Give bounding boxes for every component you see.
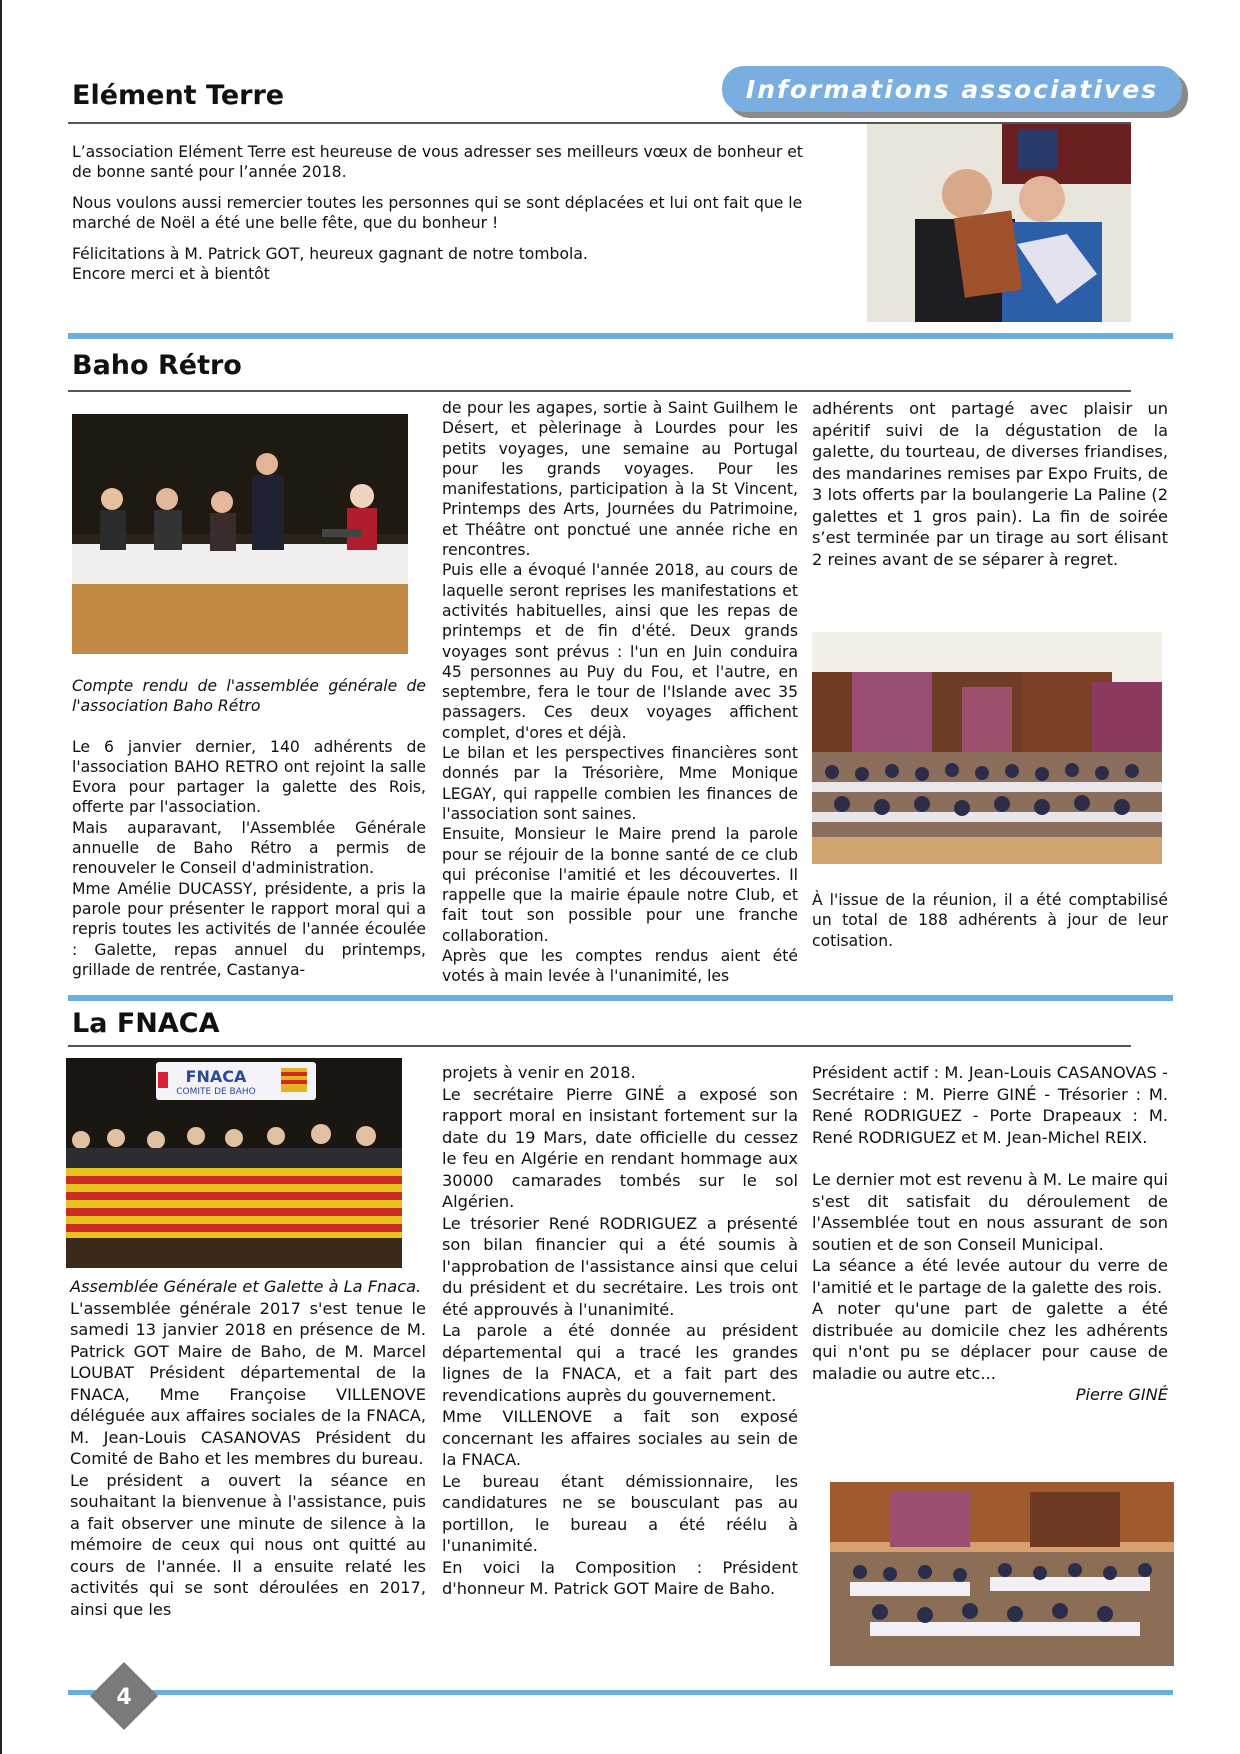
paragraph: L’association Elément Terre est heureuse de vous adresser ses meilleurs vœux de bonheur et de bonne santé pour l’année 2018. — [72, 143, 803, 181]
paragraph: Ensuite, Monsieur le Maire prend la parole pour se réjouir de la bonne santé de ce club qui préconise l'amitié et les découvertes. Il rappelle que la mairie épaule notre Club, et fait tout son possible pour une franche collaboration. — [442, 825, 798, 945]
baho-retro-column-2 — [442, 398, 798, 987]
paragraph: Félicitations à M. Patrick GOT, heureux gagnant de notre tombola. — [72, 245, 588, 263]
paragraph: Le dernier mot est revenu à M. Le maire qui s'est dit satisfait du déroulement de l'Assemblée tout en nous assurant de son soutien et de son Conseil Municipal. — [812, 1170, 1168, 1254]
paragraph: Nous voulons aussi remercier toutes les personnes qui se sont déplacées et lui ont fait que le marché de Noël a été une belle fête, que du bonheur ! — [72, 194, 803, 232]
element-terre-text — [72, 142, 814, 295]
signature: Pierre GINÉ — [1075, 1385, 1168, 1404]
paragraph: de pour les agapes, sortie à Saint Guilhem le Désert, et pèlerinage à Lourdes pour les petits voyages, une semaine au Portugal pour les grands voyages. Pour les manifestations, participation à la St Vincent, Printemps des Arts, Journées du Patrimoine, et Théâtre ont ponctué une année riche en rencontres. — [442, 399, 798, 560]
paragraph: Le secrétaire Pierre GINÉ a exposé son rapport moral en insistant fortement sur la date du 19 Mars, date officielle du cessez le feu en Algérie en rendant hommage aux 30000 camarades tombés sur le sol Algérien. — [442, 1084, 798, 1211]
paragraph: Le président a ouvert la séance en souhaitant la bienvenue à l'assistance, puis a fait observer une minute de silence à la mémoire de ceux qui nous ont quitté au cours de l'année. Il a ensuite relaté les activités qui se sont déroulées en 2017, ainsi que les — [70, 1470, 426, 1619]
banner-comite-de-baho: COMITE DE BAHO — [176, 1087, 256, 1097]
paragraph: Mme Amélie DUCASSY, présidente, a pris la parole pour présenter le rapport moral qui a repris toutes les activités de l'année écoulée : Galette, repas annuel du printemps, grillade de rentrée, Castanya- — [72, 879, 426, 979]
paragraph: Le 6 janvier dernier, 140 adhérents de l'association BAHO RETRO ont rejoint la salle Evora pour partager la galette des Rois, offerte par l'association. — [72, 737, 426, 817]
banner-fnaca: FNACA — [185, 1067, 247, 1086]
paragraph: Puis elle a évoqué l'année 2018, au cours de laquelle seront reprises les manifestations et activités habituelles, ainsi que les repas de printemps et de fin d'été. Deux grands voyages sont prévus : l'un en Juin conduira 45 personnes au Puy du Fou, et l'autre, en septembre, fera le tour de l'Islande avec 35 passagers. Ces deux voyages affichent complet, d'ores et déjà. — [442, 561, 798, 742]
paragraph: Le bilan et les perspectives financières sont donnés par la Trésorière, Mme Monique LEGAY, qui rappelle combien les finances de l'association sont saines. — [442, 744, 798, 823]
photo-baho-retro-assembly — [72, 414, 408, 654]
photo-baho-retro-hall — [812, 632, 1162, 864]
paragraph: Encore merci et à bientôt — [72, 265, 270, 283]
page-left-border — [0, 0, 2, 1754]
page-number: 4 — [116, 1685, 132, 1710]
paragraph: Le bureau étant démissionnaire, les candidatures ne se bousculant pas au portillon, le bureau a été réélu à l'unanimité. — [442, 1471, 798, 1555]
page-number-badge — [88, 1660, 160, 1732]
footer-rule — [68, 1690, 1173, 1695]
baho-retro-column-3-after-photo — [812, 890, 1168, 951]
section-title-baho-retro: Baho Rétro — [72, 350, 242, 381]
fnaca-column-2 — [442, 1062, 798, 1600]
section-title-fnaca: La FNACA — [72, 1008, 220, 1039]
photo-fnaca-assembly — [66, 1058, 402, 1268]
section-divider — [68, 995, 1173, 1001]
paragraph: En voici la Composition : Président d'honneur M. Patrick GOT Maire de Baho. — [442, 1557, 798, 1598]
section-divider — [68, 333, 1173, 339]
paragraph: adhérents ont partagé avec plaisir un apéritif suivi de la dégustation de la galette, du tourteau, de diverses friandises, des mandarines remises par Expo Fruits, de 3 lots offerts par la boulangerie La Paline (2 galettes et 1 gros pain). La fin de soirée s’est terminée par un tirage au sort élisant 2 reines avant de se séparer à regret. — [812, 399, 1168, 569]
paragraph: projets à venir en 2018. — [442, 1063, 636, 1082]
paragraph: La parole a été donnée au président départemental qui a tracé les grandes lignes de la FNACA, et a fait part des revendications auprès du gouvernement. — [442, 1321, 798, 1405]
paragraph: Après que les comptes rendus aient été votés à main levée à l'unanimité, les — [442, 947, 798, 986]
section-rule — [68, 390, 1131, 392]
fnaca-column-3 — [812, 1062, 1168, 1406]
header-tab — [722, 66, 1182, 112]
paragraph: A noter qu'une part de galette a été distribuée au domicile chez les adhérents qui n'ont pu se déplacer pour cause de maladie ou autre etc... — [812, 1299, 1168, 1383]
paragraph: La séance a été levée autour du verre de l'amitié et le partage de la galette des rois. — [812, 1256, 1168, 1297]
photo-element-terre-winners — [867, 124, 1131, 322]
baho-retro-column-3 — [812, 398, 1168, 570]
fnaca-column-1 — [70, 1276, 426, 1620]
photo-caption: Compte rendu de l'assemblée générale de l'association Baho Rétro — [72, 677, 426, 716]
baho-retro-column-1 — [72, 676, 426, 980]
paragraph: Le trésorier René RODRIGUEZ a présenté son bilan financier qui a été soumis à l'approbation de l'assistance ainsi que celui du président et du secrétaire. Les trois ont été approuvés à l'unanimité. — [442, 1213, 798, 1319]
paragraph: Président actif : M. Jean-Louis CASANOVAS - Secrétaire : M. Pierre GINÉ - Trésorier : M. René RODRIGUEZ - Porte Drapeaux : M. René RODRIGUEZ et M. Jean-Michel REIX. — [812, 1063, 1168, 1147]
section-rule — [68, 1045, 1131, 1047]
photo-caption: Assemblée Générale et Galette à La Fnaca. — [70, 1277, 422, 1296]
paragraph: À l'issue de la réunion, il a été comptabilisé un total de 188 adhérents à jour de leur cotisation. — [812, 891, 1168, 950]
paragraph: Mais auparavant, l'Assemblée Générale annuelle de Baho Rétro a permis de renouveler le Conseil d'administration. — [72, 818, 426, 878]
section-title-element-terre: Elément Terre — [72, 80, 285, 111]
paragraph: Mme VILLENOVE a fait son exposé concernant les affaires sociales au sein de la FNACA. — [442, 1407, 798, 1469]
photo-fnaca-galette — [830, 1482, 1174, 1666]
header-tab-label: Informations associatives — [745, 74, 1159, 104]
paragraph: L'assemblée générale 2017 s'est tenue le samedi 13 janvier 2018 en présence de M. Patrick GOT Maire de Baho, de M. Marcel LOUBAT Président départemental de la FNACA, Mme Françoise VILLENOVE déléguée aux affaires sociales de la FNACA, M. Jean-Louis CASANOVAS Président du Comité de Baho et les membres du bureau. — [70, 1298, 426, 1468]
